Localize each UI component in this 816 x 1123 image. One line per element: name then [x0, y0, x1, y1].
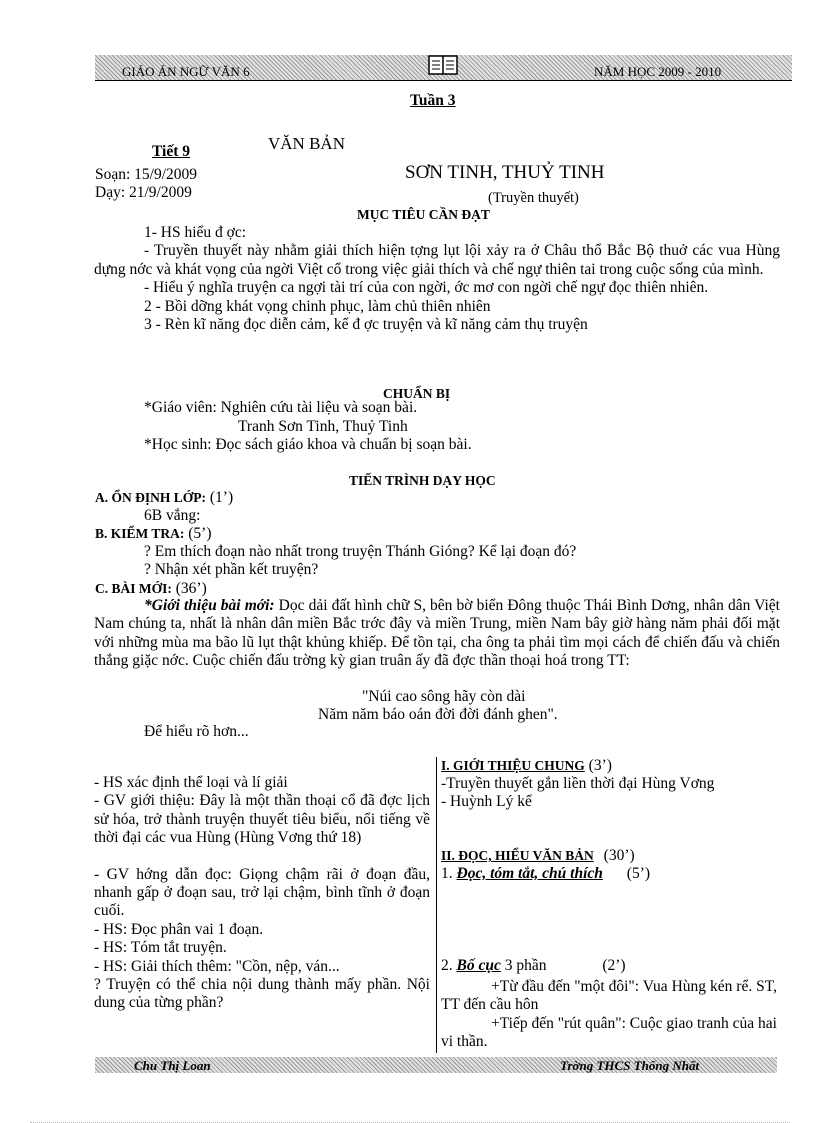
section-2-label: II. ĐỌC, HIỂU VĂN BẢN [441, 848, 594, 863]
structure-part: +Từ đầu đến "một đôi": Vua Hùng kén rể. ST, TT đến cầu hôn [441, 978, 777, 1014]
section-c-time: (36’) [175, 580, 207, 597]
subsection-2-time: (2’) [602, 957, 626, 974]
book-icon [428, 54, 458, 81]
activity-item: - HS: Giải thích thêm: "Cồn, nệp, ván... [94, 957, 340, 975]
prepared-date: Soạn: 15/9/2009 [95, 166, 198, 183]
check-question-2: ? Nhận xét phần kết truyện? [144, 561, 319, 578]
footer-school: Trờng THCS Thống Nhất [560, 1058, 700, 1073]
section-c-label: C. BÀI MỚI: [95, 581, 172, 596]
intro-label: *Giới thiệu bài mới: [144, 597, 275, 614]
section-b-label: B. KIỂM TRA: [95, 526, 185, 541]
section-b-time: (5’) [188, 525, 212, 542]
intro-text: Dọc dải đất hình chữ S, bên bờ biển Đông thuộc Thái Bình Dơng, nhân dân Việt Nam chúng ta, nhất là nhân dân miền Bắc trớc đây và miền Trung, miền Nam bây giờ hàng năm phải đối mặt với những mùa ma bão lũ lụt thật khủng khiếp. Để tồn tại, cha ông ta phải tìm mọi cách để chiến đấu và chiến thắng giặc nớc. Cuộc chiến đấu trờng kỳ gian truân ấy đã đợc thần thoại hoá trong TT: [94, 597, 780, 670]
process-heading: TIẾN TRÌNH DẠY HỌC [349, 473, 496, 488]
content-item: - Huỳnh Lý kể [441, 793, 532, 811]
activity-item: - HS: Đọc phân vai 1 đoạn. [94, 920, 264, 938]
objective-item: 2 - Bồi dỡng khát vọng chinh phục, làm chủ thiên nhiên [144, 297, 491, 315]
verse-line-1: "Núi cao sông hãy còn dài [362, 688, 526, 705]
content-item: -Truyền thuyết gắn liền thời đại Hùng Vơng [441, 775, 715, 792]
lesson-subtitle: (Truyền thuyết) [488, 190, 579, 206]
verse-line-2: Năm năm báo oán đời đời đánh ghen". [318, 706, 558, 723]
prep-teacher-2: Tranh Sơn Tinh, Thuỷ Tinh [238, 418, 408, 435]
preparation-heading: CHUẨN BỊ [383, 386, 451, 401]
structure-parts [441, 978, 777, 1052]
column-divider [436, 757, 437, 1053]
subsection-1-time: (5’) [626, 865, 651, 882]
section-a-time: (1’) [209, 489, 234, 506]
objective-item: 1- HS hiểu đ ợc: [144, 224, 247, 241]
subsection-2-num: 2. [441, 957, 453, 974]
prep-student: *Học sinh: Đọc sách giáo khoa và chuẩn bị soạn bài. [144, 436, 472, 453]
intro-paragraph [94, 597, 780, 671]
section-1-time: (3’) [588, 757, 612, 774]
header-left: GIÁO ÁN NGỮ VĂN 6 [122, 64, 250, 79]
section-c [95, 580, 207, 598]
teacher-student-activities [94, 774, 430, 1013]
period-label: Tiết 9 [152, 143, 191, 160]
subsection-reading [441, 865, 650, 883]
header-right: NĂM HỌC 2009 - 2010 [594, 64, 722, 79]
objectives-list [94, 224, 780, 334]
activity-item: ? Truyện có thể chia nội dung thành mấy phần. Nội dung của từng phần? [94, 976, 430, 1012]
check-question-1: ? Em thích đoạn nào nhất trong truyện Thánh Gióng? Kể lại đoạn đó? [144, 543, 577, 560]
text-type: VĂN BẢN [268, 134, 345, 153]
subsection-1-num: 1. [441, 865, 453, 882]
section-b [95, 525, 212, 543]
section-2-time: (30’) [603, 847, 635, 864]
section-a [95, 489, 233, 507]
section-a-text: 6B vắng: [144, 507, 201, 524]
section-1-content [441, 775, 777, 812]
activity-item: - GV hớng dẫn đọc: Giọng chậm rãi ở đoạn đầu, nhanh gấp ở đoạn sau, trở lại chậm, bình tĩnh ở đoạn cuối. [94, 865, 430, 920]
objectives-heading: MỤC TIÊU CẦN ĐẠT [357, 207, 490, 222]
objective-item: - Truyền thuyết này nhằm giải thích hiện tợng lụt lội xảy ra ở Châu thổ Bắc Bộ thuở các vua Hùng dựng nớc và khát vọng của ngời Việt cổ trong việc giải thích và chế ngự thiên tai trong cuộc sống của mình. [94, 242, 780, 278]
structure-part: +Tiếp đến "rút quân": Cuộc giao tranh của hai vi thần. [441, 1014, 777, 1051]
subsection-2-label: Bố cục [456, 957, 501, 974]
week-label: Tuần 3 [410, 92, 456, 109]
section-intro-general [441, 757, 612, 775]
prep-teacher: *Giáo viên: Nghiên cứu tài liệu và soạn bài. [144, 399, 418, 416]
section-1-label: I. GIỚI THIỆU CHUNG [441, 758, 585, 773]
lesson-title: SƠN TINH, THUỶ TINH [405, 162, 605, 183]
subsection-structure [441, 957, 626, 975]
objective-item: 3 - Rèn kĩ năng đọc diễn cảm, kể đ ợc truyện và kĩ năng cảm thụ truyện [144, 316, 588, 334]
taught-date: Dạy: 21/9/2009 [95, 184, 192, 201]
activity-item: - GV giới thiệu: Đây là một thần thoại cổ đã đợc lịch sử hóa, trở thành truyện thuyết tiêu biểu, nổi tiếng về thời đại các vua Hùng (Hùng Vơng thứ 18) [94, 792, 430, 847]
activity-item: - HS xác định thể loại và lí giải [94, 774, 288, 791]
footer-author: Chu Thị Loan [134, 1058, 211, 1073]
objective-item: - Hiểu ý nghĩa truyện ca ngợi tài trí của con ngời, ớc mơ con ngời chế ngự đọc thiên nhiên. [144, 279, 709, 297]
section-a-label: A. ỔN ĐỊNH LỚP: [95, 490, 206, 505]
subsection-2-text: 3 phần [500, 957, 547, 974]
section-reading [441, 847, 635, 865]
subsection-1-label: Đọc, tóm tắt, chú thích [456, 865, 603, 882]
activity-item: - HS: Tóm tắt truyện. [94, 939, 227, 957]
lead-in: Để hiểu rõ hơn... [144, 723, 249, 740]
